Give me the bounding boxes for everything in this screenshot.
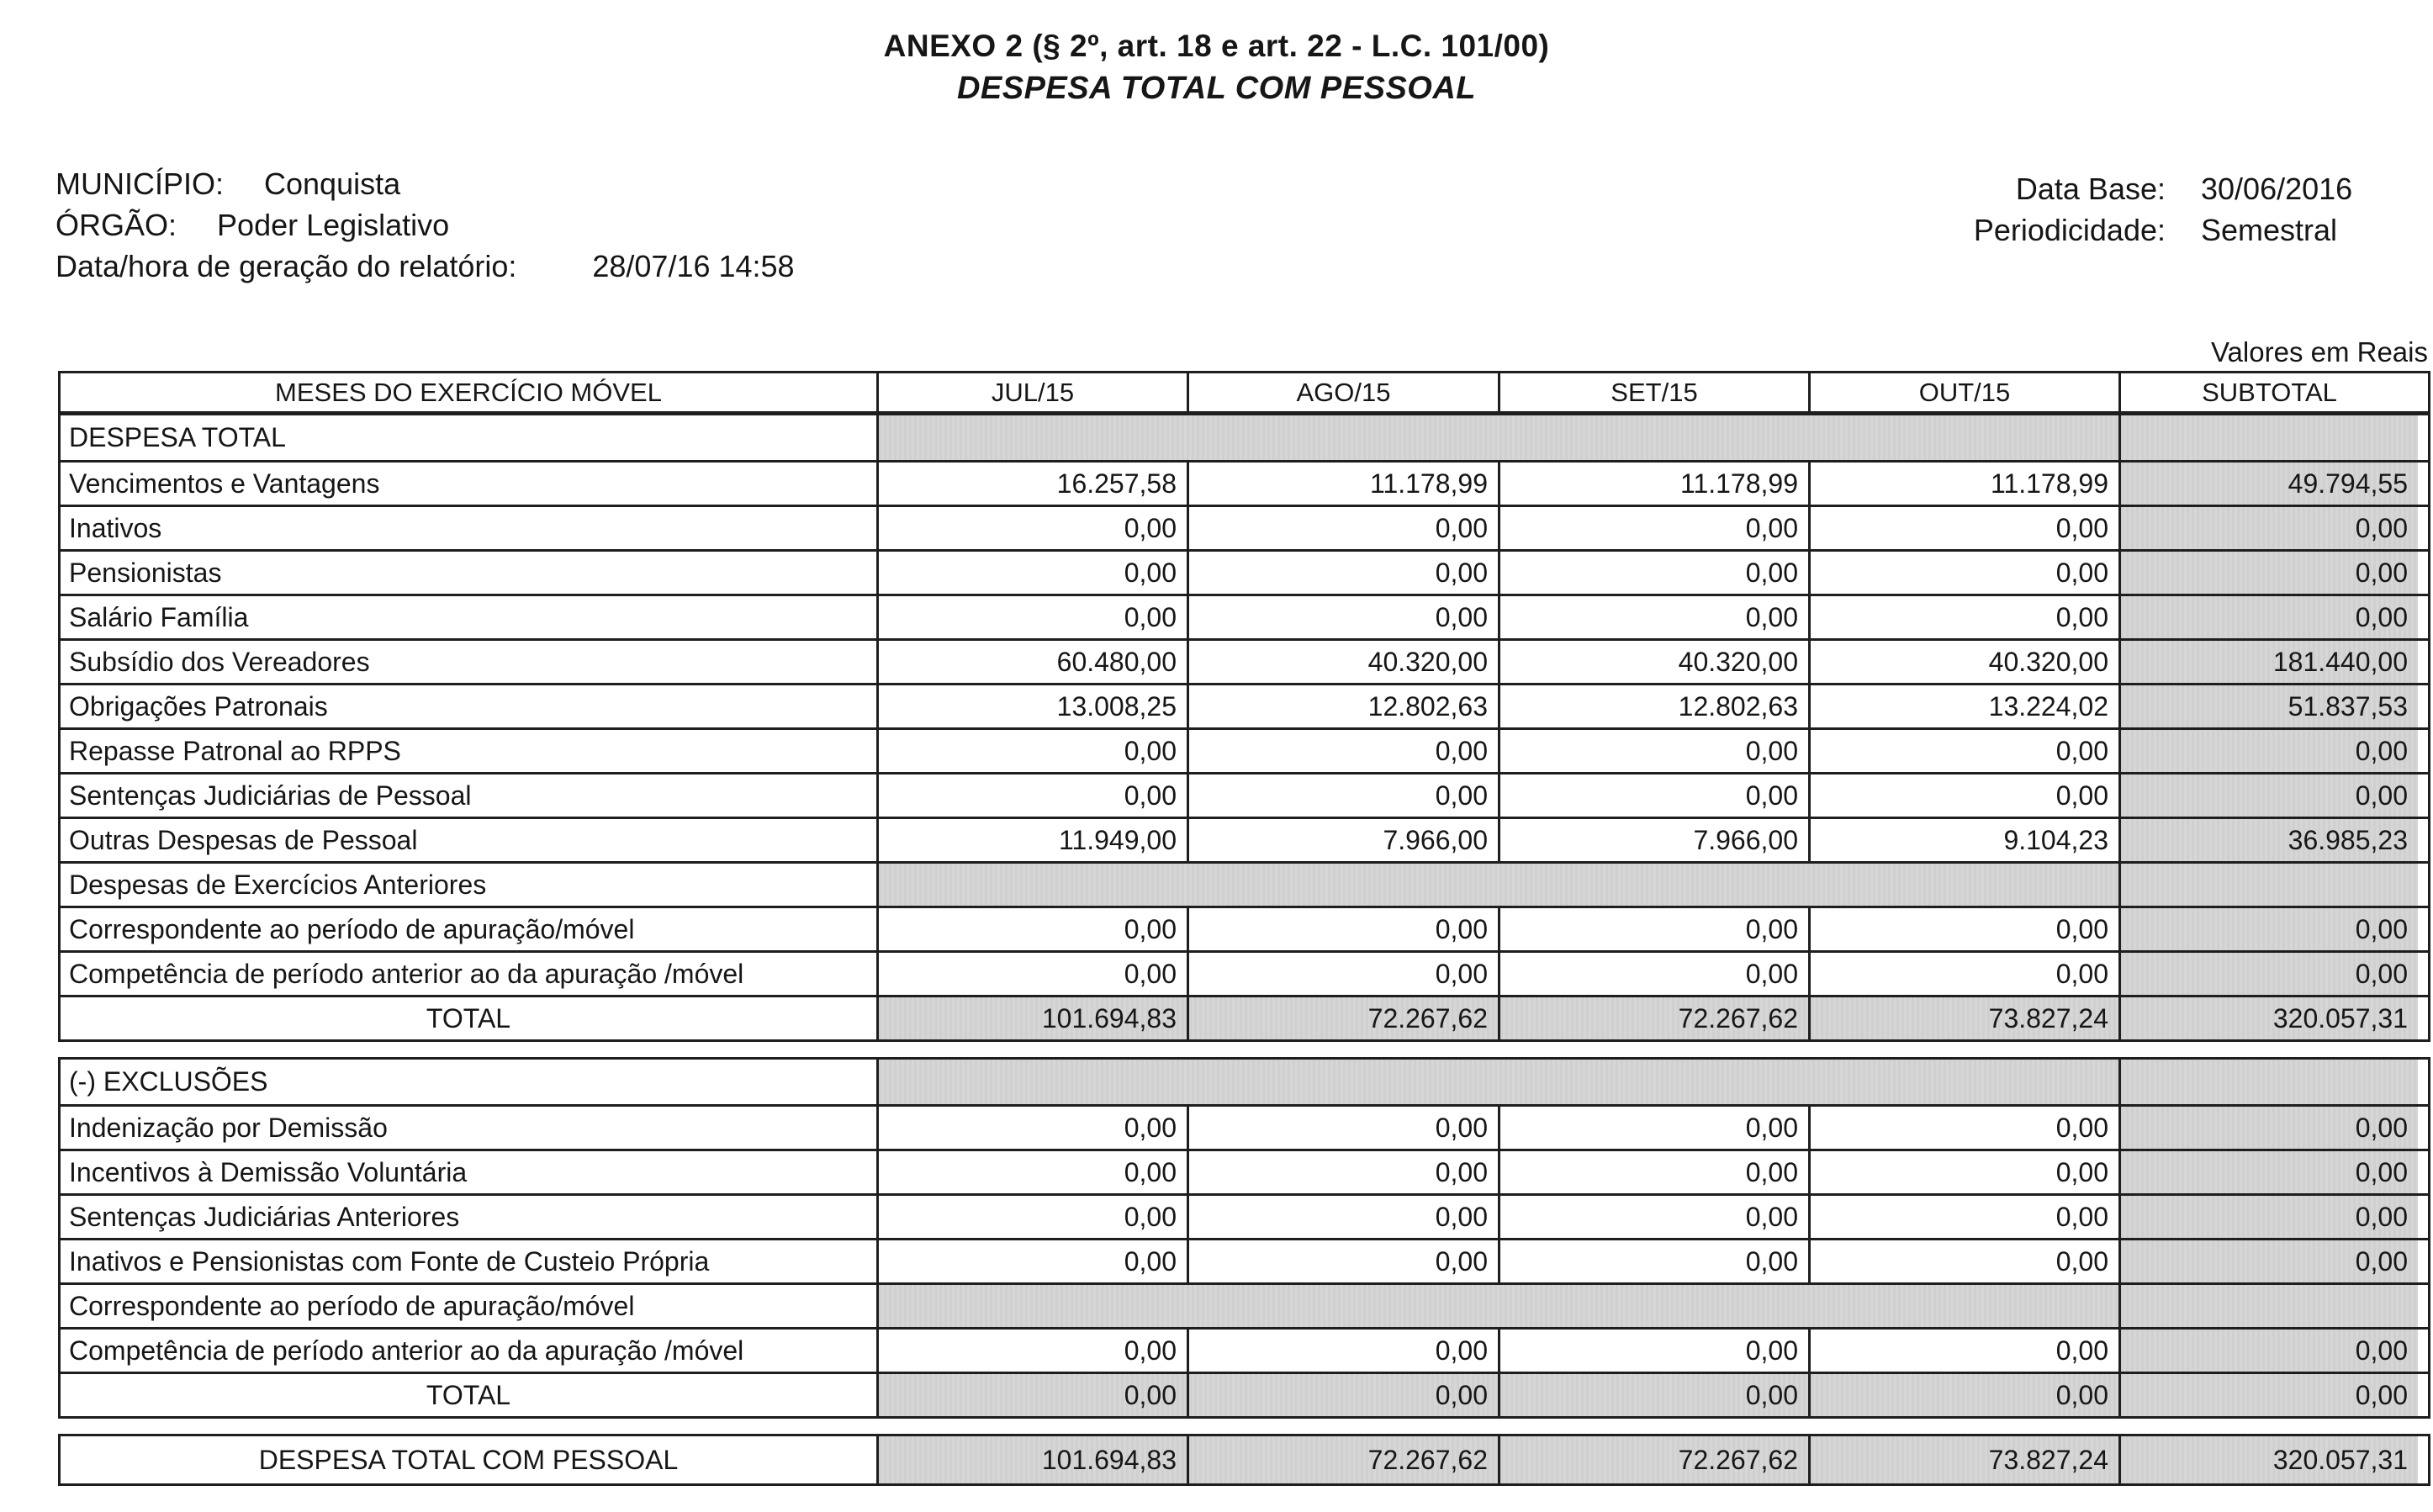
month-value-cell: 16.257,58 — [876, 463, 1187, 505]
periodicidade-value: Semestral — [2201, 213, 2338, 247]
month-value-cell: 0,00 — [1498, 908, 1808, 950]
month-value-cell: 0,00 — [1187, 775, 1498, 817]
month-value-cell: 13.224,02 — [1808, 685, 2118, 727]
data-base-label: Data Base: — [2015, 172, 2166, 206]
month-value-cell: 0,00 — [1498, 1240, 1808, 1282]
month-value-cell: 0,00 — [1808, 1240, 2118, 1282]
row-label-cell: Sentenças Judiciárias Anteriores — [69, 1201, 460, 1232]
row-label-cell: TOTAL — [426, 1379, 511, 1410]
month-value-cell: 0,00 — [1187, 1374, 1498, 1416]
row-label-cell: Salário Família — [69, 601, 249, 632]
table-row — [61, 772, 2428, 817]
table-row — [61, 415, 2428, 460]
table-row — [61, 505, 2428, 549]
table-row — [61, 1436, 2428, 1483]
month-value-cell: 73.827,24 — [1808, 997, 2118, 1039]
table-row — [61, 1372, 2428, 1416]
month-value-cell: 0,00 — [876, 775, 1187, 817]
subtotal-cell: 320.057,31 — [2118, 997, 2418, 1039]
row-label-cell: Correspondente ao período de apuração/móvel — [69, 913, 635, 944]
month-value-cell: 0,00 — [1808, 908, 2118, 950]
month-value-cell: 40.320,00 — [1808, 641, 2118, 683]
month-value-cell: 0,00 — [1808, 1374, 2118, 1416]
table-row — [61, 1282, 2428, 1327]
subtotal-cell: 0,00 — [2118, 596, 2418, 638]
month-value-cell: 11.178,99 — [1808, 463, 2118, 505]
month-value-cell: 0,00 — [1187, 552, 1498, 594]
shaded-subtotal-cell — [2118, 864, 2418, 906]
subtotal-cell: 0,00 — [2118, 1107, 2418, 1149]
month-value-cell: 9.104,23 — [1808, 819, 2118, 861]
subtotal-cell: 181.440,00 — [2118, 641, 2418, 683]
month-value-cell: 0,00 — [1808, 596, 2118, 638]
subtotal-cell: 320.057,31 — [2118, 1436, 2418, 1483]
row-label-cell: Inativos — [69, 512, 162, 543]
month-value-cell: 0,00 — [1498, 775, 1808, 817]
month-value-cell: 0,00 — [1187, 596, 1498, 638]
subtotal-cell: 0,00 — [2118, 775, 2418, 817]
month-value-cell: 0,00 — [876, 1107, 1187, 1149]
month-value-cell: 12.802,63 — [1187, 685, 1498, 727]
month-value-cell: 11.178,99 — [1187, 463, 1498, 505]
periodicidade-label: Periodicidade: — [1973, 213, 2166, 247]
shaded-months-cell — [876, 864, 2118, 906]
row-label-cell: TOTAL — [426, 1002, 511, 1034]
subtotal-cell: 0,00 — [2118, 507, 2418, 549]
column-header: JUL/15 — [876, 373, 1187, 411]
month-value-cell: 0,00 — [876, 953, 1187, 995]
shaded-subtotal-cell — [2118, 1285, 2418, 1327]
month-value-cell: 7.966,00 — [1187, 819, 1498, 861]
row-label-cell: Pensionistas — [69, 557, 222, 588]
row-label-cell: Correspondente ao período de apuração/móvel — [69, 1290, 635, 1321]
month-value-cell: 0,00 — [876, 730, 1187, 772]
municipio-label: MUNICÍPIO: — [56, 167, 225, 201]
month-value-cell: 72.267,62 — [1498, 1436, 1808, 1483]
table-row — [61, 1327, 2428, 1372]
orgao-line — [56, 204, 795, 246]
month-value-cell: 0,00 — [1187, 1151, 1498, 1193]
subtotal-cell: 0,00 — [2118, 1330, 2418, 1372]
geracao-label: Data/hora de geração do relatório: — [56, 249, 517, 283]
month-value-cell: 0,00 — [1808, 1330, 2118, 1372]
table-row — [61, 460, 2428, 505]
column-header: AGO/15 — [1187, 373, 1498, 411]
column-header: OUT/15 — [1808, 373, 2118, 411]
month-value-cell: 0,00 — [1808, 953, 2118, 995]
subtotal-cell: 0,00 — [2118, 1151, 2418, 1193]
row-label-cell: Obrigações Patronais — [69, 690, 328, 722]
month-value-cell: 0,00 — [1498, 1107, 1808, 1149]
subtotal-cell: 0,00 — [2118, 730, 2418, 772]
data-base-value: 30/06/2016 — [2201, 172, 2353, 206]
shaded-subtotal-cell — [2118, 415, 2418, 460]
column-header: SUBTOTAL — [2118, 373, 2418, 411]
column-header-label: MESES DO EXERCÍCIO MÓVEL — [275, 377, 662, 407]
subtotal-cell: 0,00 — [2118, 1240, 2418, 1282]
month-value-cell: 0,00 — [1187, 507, 1498, 549]
table-row — [61, 594, 2428, 638]
month-value-cell: 0,00 — [876, 552, 1187, 594]
table-row — [61, 861, 2428, 906]
row-label-cell: DESPESA TOTAL COM PESSOAL — [258, 1444, 679, 1475]
report-meta-right — [1974, 168, 2384, 251]
month-value-cell: 0,00 — [1498, 953, 1808, 995]
subtotal-cell: 0,00 — [2118, 552, 2418, 594]
row-label-cell: Inativos e Pensionistas com Fonte de Custeio Própria — [69, 1245, 710, 1277]
row-label-cell: Repasse Patronal ao RPPS — [69, 735, 401, 766]
month-value-cell: 13.008,25 — [876, 685, 1187, 727]
subtotal-cell: 49.794,55 — [2118, 463, 2418, 505]
month-value-cell: 0,00 — [1808, 1151, 2118, 1193]
month-value-cell: 0,00 — [1498, 730, 1808, 772]
month-value-cell: 0,00 — [1187, 1196, 1498, 1238]
month-value-cell: 0,00 — [876, 1240, 1187, 1282]
month-value-cell: 40.320,00 — [1498, 641, 1808, 683]
table-block-grand-total — [58, 1434, 2430, 1486]
table-row — [61, 1060, 2428, 1104]
subtotal-cell: 0,00 — [2118, 1374, 2418, 1416]
month-value-cell: 0,00 — [1498, 552, 1808, 594]
subtotal-cell: 0,00 — [2118, 908, 2418, 950]
table-row — [61, 1104, 2428, 1149]
month-value-cell: 0,00 — [1187, 953, 1498, 995]
report-title-line2: DESPESA TOTAL COM PESSOAL — [956, 71, 1477, 106]
month-value-cell: 11.949,00 — [876, 819, 1187, 861]
month-value-cell: 0,00 — [1187, 1240, 1498, 1282]
month-value-cell: 0,00 — [876, 1151, 1187, 1193]
report-title — [884, 29, 1550, 107]
subtotal-cell: 0,00 — [2118, 1196, 2418, 1238]
row-label-cell: Competência de período anterior ao da apuração /móvel — [69, 1335, 744, 1366]
month-value-cell: 0,00 — [1498, 1151, 1808, 1193]
column-header: SET/15 — [1498, 373, 1808, 411]
shaded-months-cell — [876, 415, 2118, 460]
month-value-cell: 0,00 — [1808, 1196, 2118, 1238]
subtotal-cell: 36.985,23 — [2118, 819, 2418, 861]
month-value-cell: 0,00 — [876, 908, 1187, 950]
month-value-cell: 0,00 — [1498, 1330, 1808, 1372]
month-value-cell: 0,00 — [1187, 908, 1498, 950]
table-row — [61, 727, 2428, 772]
shaded-subtotal-cell — [2118, 1060, 2418, 1104]
month-value-cell: 0,00 — [876, 1196, 1187, 1238]
row-label-cell: Despesas de Exercícios Anteriores — [69, 869, 487, 900]
row-label-cell: Competência de período anterior ao da apuração /móvel — [69, 958, 744, 989]
report-meta-left — [56, 163, 795, 287]
month-value-cell: 73.827,24 — [1808, 1436, 2118, 1483]
row-label-cell: Outras Despesas de Pessoal — [69, 824, 418, 855]
table-row — [61, 683, 2428, 727]
table-row — [61, 1238, 2428, 1282]
month-value-cell: 0,00 — [1498, 1196, 1808, 1238]
month-value-cell: 11.178,99 — [1498, 463, 1808, 505]
month-value-cell: 40.320,00 — [1187, 641, 1498, 683]
orgao-value: Poder Legislativo — [217, 208, 450, 242]
subtotal-cell: 51.837,53 — [2118, 685, 2418, 727]
table-block-main — [58, 371, 2430, 1042]
row-label-cell: Indenização por Demissão — [69, 1112, 388, 1143]
month-value-cell: 72.267,62 — [1187, 997, 1498, 1039]
geracao-value: 28/07/16 14:58 — [592, 249, 795, 283]
month-value-cell: 0,00 — [1808, 507, 2118, 549]
municipio-value: Conquista — [264, 167, 401, 201]
currency-note: Valores em Reais — [2211, 336, 2428, 367]
table-row — [61, 1149, 2428, 1193]
month-value-cell: 0,00 — [1808, 1107, 2118, 1149]
table-row — [61, 549, 2428, 594]
row-label-cell: (-) EXCLUSÕES — [69, 1066, 268, 1097]
table-row — [61, 995, 2428, 1039]
month-value-cell: 0,00 — [1808, 552, 2118, 594]
month-value-cell: 72.267,62 — [1187, 1436, 1498, 1483]
row-label-cell: Subsídio dos Vereadores — [69, 646, 370, 677]
month-value-cell: 72.267,62 — [1498, 997, 1808, 1039]
month-value-cell: 7.966,00 — [1498, 819, 1808, 861]
month-value-cell: 0,00 — [1498, 596, 1808, 638]
month-value-cell: 0,00 — [1187, 1330, 1498, 1372]
month-value-cell: 0,00 — [876, 1374, 1187, 1416]
row-label-cell: Vencimentos e Vantagens — [69, 468, 380, 499]
table-block-exclusoes — [58, 1057, 2430, 1419]
table-row — [61, 638, 2428, 683]
month-value-cell: 0,00 — [876, 1330, 1187, 1372]
geracao-line — [56, 246, 795, 287]
shaded-months-cell — [876, 1060, 2118, 1104]
month-value-cell: 12.802,63 — [1498, 685, 1808, 727]
month-value-cell: 0,00 — [876, 596, 1187, 638]
shaded-months-cell — [876, 1285, 2118, 1327]
table-row — [61, 906, 2428, 950]
month-value-cell: 0,00 — [876, 507, 1187, 549]
table-header-row — [61, 373, 2428, 415]
month-value-cell: 0,00 — [1187, 730, 1498, 772]
subtotal-cell: 0,00 — [2118, 953, 2418, 995]
report-title-line1: ANEXO 2 (§ 2º, art. 18 e art. 22 - L.C. 101/00) — [883, 29, 1550, 63]
month-value-cell: 0,00 — [1498, 507, 1808, 549]
municipio-line — [56, 163, 795, 204]
expense-table — [58, 371, 2430, 1486]
row-label-cell: DESPESA TOTAL — [69, 422, 286, 452]
row-label-cell: Incentivos à Demissão Voluntária — [69, 1156, 468, 1187]
month-value-cell: 0,00 — [1498, 1374, 1808, 1416]
month-value-cell: 0,00 — [1808, 730, 2118, 772]
month-value-cell: 0,00 — [1808, 775, 2118, 817]
table-row — [61, 817, 2428, 861]
month-value-cell: 0,00 — [1187, 1107, 1498, 1149]
orgao-label: ÓRGÃO: — [56, 208, 177, 242]
table-row — [61, 1193, 2428, 1238]
table-row — [61, 950, 2428, 995]
month-value-cell: 60.480,00 — [876, 641, 1187, 683]
month-value-cell: 101.694,83 — [876, 997, 1187, 1039]
row-label-cell: Sentenças Judiciárias de Pessoal — [69, 780, 472, 811]
month-value-cell: 101.694,83 — [876, 1436, 1187, 1483]
